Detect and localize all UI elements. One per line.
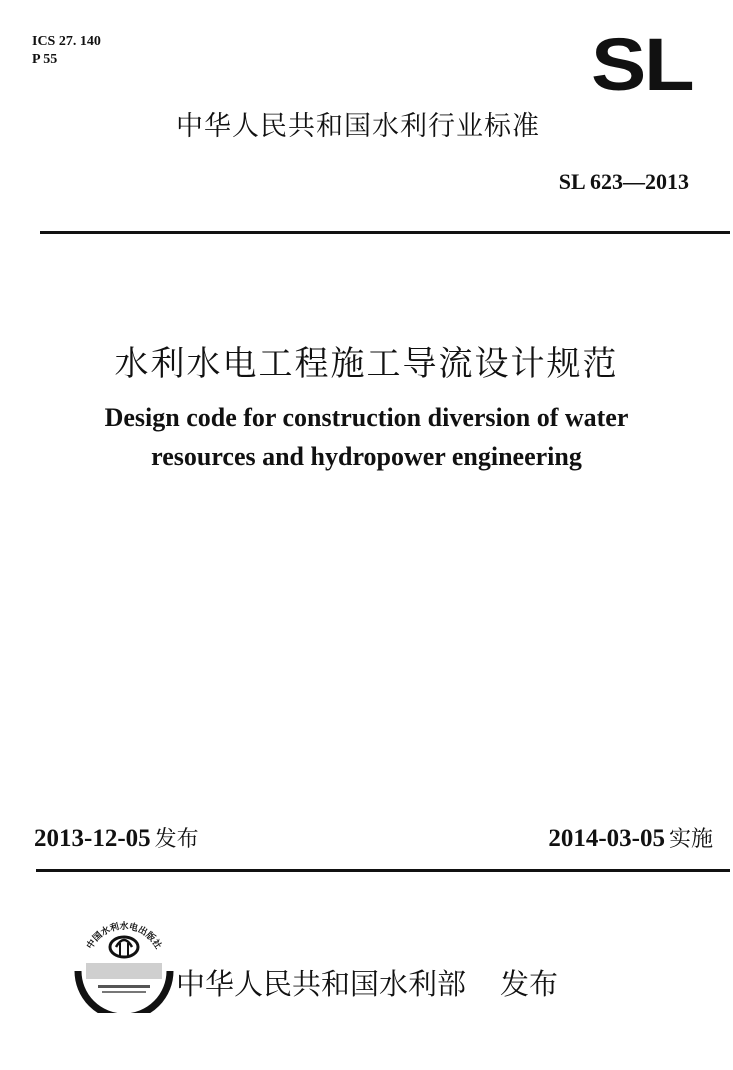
implementation-date: 2014-03-05	[548, 825, 665, 852]
title-english-line2: resources and hydropower engineering	[151, 442, 582, 471]
issue-label: 发布	[154, 827, 199, 852]
publisher-verb: 发布	[500, 967, 559, 1001]
implementation-label: 实施	[668, 827, 713, 852]
implementation-date-block	[548, 822, 713, 853]
publisher-line	[176, 962, 558, 1003]
issue-date-block	[34, 822, 199, 853]
publisher-seal-icon	[74, 913, 174, 1013]
title-chinese: 水利水电工程施工导流设计规范	[114, 344, 619, 384]
title-english-line1: Design code for construction diversion of water	[104, 403, 629, 432]
issue-date: 2013-12-05	[34, 825, 151, 852]
publisher-name: 中华人民共和国水利部	[176, 967, 467, 1001]
sl-logo: SL	[591, 23, 693, 106]
ics-code: ICS 27. 140	[32, 34, 101, 49]
standard-number: SL 623—2013	[558, 169, 689, 194]
industry-standard-heading: 中华人民共和国水利行业标准	[176, 111, 540, 142]
bottom-divider	[36, 869, 730, 872]
classification-codes	[32, 33, 101, 69]
seal-text: 中国水利水电出版社	[85, 922, 163, 952]
ccs-code: P 55	[32, 52, 58, 67]
top-divider	[40, 231, 730, 234]
